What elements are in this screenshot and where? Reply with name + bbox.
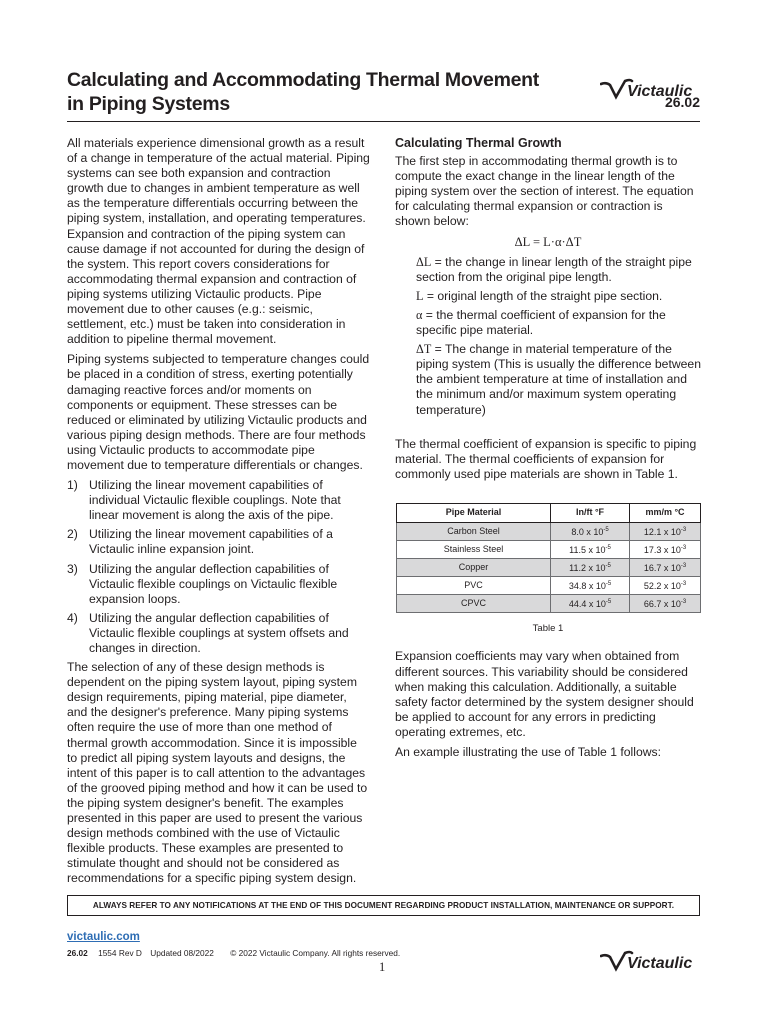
definition-text: = the change in linear length of the straight pipe section from the original pipe length. (416, 254, 692, 284)
table-cell: CPVC (397, 595, 551, 613)
table-cell: 8.0 x $10^{-5}$ (551, 522, 630, 540)
table-cell: 52.2 x $10^{-3}$ (630, 577, 701, 595)
definition-item (416, 308, 701, 338)
logo-wordmark: Victaulic (627, 955, 693, 972)
definition-item (416, 255, 701, 285)
table-row (397, 540, 701, 558)
list-text: Utilizing the linear movement capabilities of a Victaulic inline expansion joint. (89, 527, 333, 557)
page-number: 1 (379, 960, 386, 974)
title-line-1: Calculating and Accommodating Thermal Movement (67, 69, 539, 91)
table-header-row (397, 503, 701, 522)
methods-list (67, 478, 370, 656)
table-cell: Carbon Steel (397, 522, 551, 540)
table-caption: Table 1 (532, 623, 564, 635)
list-text: Utilizing the angular deflection capabilities of Victaulic flexible couplings at system offsets and changes in direction. (89, 610, 349, 655)
victaulic-logo-footer (600, 950, 702, 972)
definitions-list (395, 255, 701, 418)
title-line-2: in Piping Systems (67, 93, 230, 115)
list-number: 1) (67, 478, 78, 493)
list-number: 4) (67, 610, 78, 625)
list-text: Utilizing the linear movement capabilities of individual Victaulic flexible couplings. Note that linear movement is along the axis of the pipe. (89, 478, 341, 523)
list-item (67, 611, 370, 656)
definition-symbol: ΔL (416, 254, 432, 269)
header-divider (67, 121, 700, 122)
table-row (397, 595, 701, 613)
column-header: mm/m °C (630, 503, 701, 522)
table-row (397, 559, 701, 577)
table-cell: Copper (397, 559, 551, 577)
table-cell: 44.4 x $10^{-5}$ (551, 595, 630, 613)
definition-symbol: ΔT (416, 342, 432, 357)
definition-text: = original length of the straight pipe section. (423, 288, 663, 303)
table-cell: 11.5 x $10^{-5}$ (551, 540, 630, 558)
website-link[interactable]: victaulic.com (67, 931, 140, 943)
footer-revision: 1554 Rev D (98, 948, 142, 958)
definition-text: = the thermal coefficient of expansion for the specific pipe material. (416, 307, 666, 338)
definition-symbol: L (416, 288, 424, 303)
table-cell: Stainless Steel (397, 540, 551, 558)
definition-text: = The change in material temperature of the piping system (This is usually the difference between the ambient temperature at time of installation and the minimum and/or maximum system operating temperature) (416, 342, 701, 417)
equation: ΔL = L·α·ΔT (514, 234, 582, 249)
list-number: 3) (67, 561, 78, 576)
table-cell: PVC (397, 577, 551, 595)
footer-doc-number: 26.02 (67, 948, 88, 958)
table-row (397, 577, 701, 595)
page-title (67, 68, 567, 116)
footer-copyright: © 2022 Victaulic Company. All rights reserved. (230, 948, 401, 958)
intro-paragraph: All materials experience dimensional growth as a result of a change in temperature of the actual material. Piping systems can see both expansion and contraction growth due to changes in ambient temperature as well as the temperature differentials occurring between the piping system, installation, and operating temperatures. Expansion and contraction of the piping system can cause damage if not accounted for during the design of the system. This report covers considerations for accommodating thermal expansion and contraction of piping systems utilizing Victaulic products. Pipe movement due to other causes (e.g.: seismic, settlement, etc.) must be taken into consideration in addition to pipeline thermal movement. (67, 136, 370, 347)
table-cell: 12.1 x $10^{-3}$ (630, 522, 701, 540)
list-number: 2) (67, 527, 78, 542)
list-item (67, 527, 370, 557)
table-row (397, 522, 701, 540)
left-column (67, 136, 370, 892)
right-column (395, 136, 701, 765)
definition-item (416, 342, 701, 417)
list-item (67, 478, 370, 523)
definition-item (416, 289, 701, 304)
footer-updated: Updated 08/2022 (150, 948, 214, 958)
table-cell: 17.3 x $10^{-3}$ (630, 540, 701, 558)
footer-info (67, 948, 400, 958)
definition-symbol: α (416, 307, 423, 322)
example-paragraph: An example illustrating the use of Table 1 follows: (395, 745, 662, 759)
table-cell: 16.7 x $10^{-3}$ (630, 559, 701, 577)
list-text: Utilizing the angular deflection capabilities of Victaulic flexible couplings on Victaulic flexible expansion loops. (89, 561, 338, 606)
growth-paragraph: The first step in accommodating thermal growth is to compute the exact change in the linear length of the piping system over the section of interest. The equation for calculating thermal expansion or contraction is shown below: (395, 154, 694, 229)
table-cell: 11.2 x $10^{-5}$ (551, 559, 630, 577)
coefficient-table (396, 503, 701, 613)
selection-paragraph: The selection of any of these design methods is dependent on the piping system layout, piping system design requirements, piping material, pipe diameter, and the designer's preference. Many piping systems often require the use of more than one method of thermal growth accommodation. Since it is impossible to predict all piping system layouts and designs, the intent of this paper is to call attention to the advantages of the grooved piping method and how it can be used to the piping system designer's benefit. The examples presented in this paper are used to present the various design methods combined with the use of Victaulic flexible products. These examples are presented to stimulate thought and should not be considered as recommendations for a specific piping system design. (67, 660, 368, 886)
list-item (67, 562, 370, 607)
table-cell: 66.7 x $10^{-3}$ (630, 595, 701, 613)
column-header: In/ft °F (551, 503, 630, 522)
doc-number: 26.02 (664, 94, 700, 110)
notice-box: ALWAYS REFER TO ANY NOTIFICATIONS AT THE END OF THIS DOCUMENT REGARDING PRODUCT INSTALLATION, MAINTENANCE OR SUPPORT. (67, 895, 700, 916)
stress-paragraph: Piping systems subjected to temperature changes could be placed in a condition of stress, exerting potentially damaging reactive forces and/or moments on components or equipment. These stresses can be reduced or eliminated by utilizing Victaulic products and various piping design methods. There are four methods using Victaulic products to accommodate pipe movement due to temperature differentials or changes. (67, 352, 370, 472)
coefficient-paragraph: The thermal coefficient of expansion is specific to piping material. The thermal coefficients of expansion for commonly used pipe materials are shown in Table 1. (395, 436, 697, 481)
logo-wordmark: Victaulic (627, 83, 693, 100)
section-heading: Calculating Thermal Growth (395, 136, 562, 150)
variability-paragraph: Expansion coefficients may vary when obtained from different sources. This variability should be considered when making this calculation. Additionally, a suitable safety factor determined by the system designer should be applied to account for any errors in predicting operating extremes, etc. (395, 649, 694, 739)
table-cell: 34.8 x $10^{-5}$ (551, 577, 630, 595)
column-header: Pipe Material (397, 503, 551, 522)
